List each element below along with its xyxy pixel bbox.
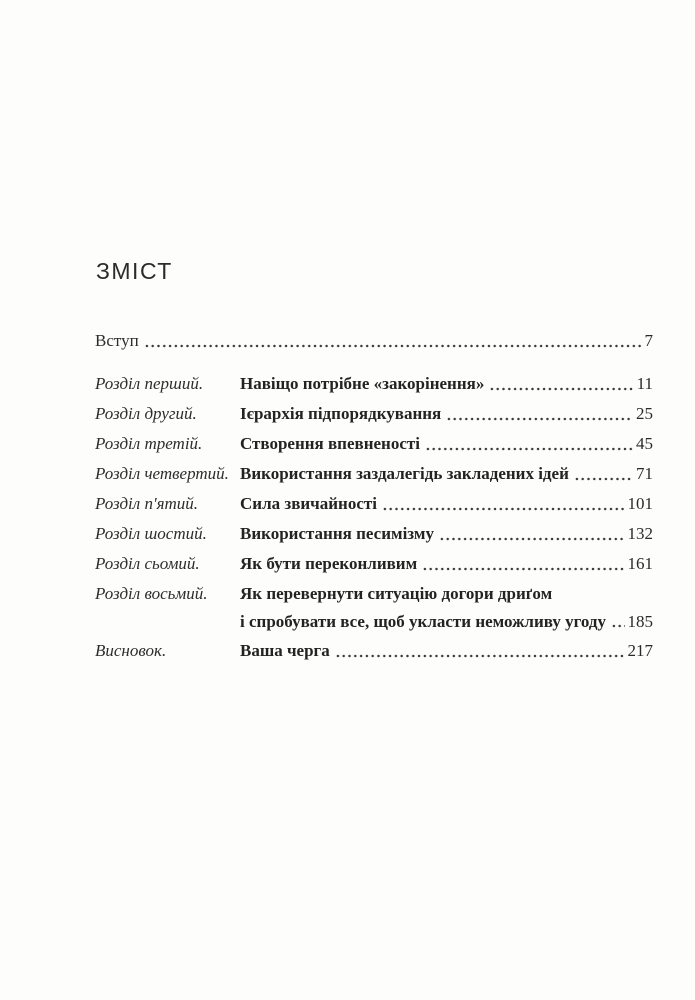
toc-entry-title: Ваша черга	[240, 641, 330, 660]
toc-entry-label: Висновок.	[95, 641, 167, 660]
toc-entry-title-line1: Як перевернути ситуацію догори дриґом	[240, 584, 553, 603]
toc-entry	[95, 429, 653, 459]
dot-leader	[382, 489, 625, 519]
toc-entry-page-number: 45	[636, 434, 653, 453]
toc-entry-title: Використання песимізму	[240, 524, 434, 543]
toc-entry-title: Сила звичайності	[240, 494, 377, 513]
toc-entry-title-block	[240, 580, 653, 636]
toc-entry	[95, 489, 653, 519]
toc-entry-page-number: 185	[627, 612, 653, 631]
toc-entry-title: Використання заздалегідь закладених ідей	[240, 464, 569, 483]
toc-entry-label: Розділ четвертий.	[95, 464, 229, 483]
dot-leader	[422, 549, 624, 579]
toc-entry-title-line2: і спробувати все, щоб укласти неможливу угоду	[240, 612, 607, 631]
toc-entry-label: Розділ шостий.	[95, 524, 207, 543]
toc-entry	[95, 519, 653, 549]
dot-leader	[611, 608, 624, 636]
toc-entry-title: Як бути переконливим	[240, 554, 418, 573]
toc-entry-page-number: 11	[636, 374, 653, 393]
toc-entry-page-number: 71	[636, 464, 653, 483]
toc-entry-label: Розділ сьомий.	[95, 554, 200, 573]
toc-entry	[95, 579, 653, 636]
toc-entry-page-number: 7	[644, 331, 653, 350]
toc-entry	[95, 549, 653, 579]
toc-entry-title: Вступ	[95, 331, 139, 350]
toc-entry-page-number: 161	[627, 554, 653, 573]
dot-leader	[489, 369, 633, 399]
toc-chapter-list	[95, 369, 653, 666]
toc-entry-title: Створення впевненості	[240, 434, 420, 453]
toc-entry-page-number: 101	[627, 494, 653, 513]
toc-entry-label: Розділ восьмий.	[95, 584, 208, 603]
toc-entry	[95, 459, 653, 489]
toc-entry	[95, 636, 653, 666]
toc-entry-page-number: 217	[627, 641, 653, 660]
toc-entry-label: Розділ перший.	[95, 374, 204, 393]
dot-leader	[439, 519, 625, 549]
toc-entry-label: Розділ другий.	[95, 404, 197, 423]
toc-entry-title: Ієрархія підпорядкування	[240, 404, 442, 423]
dot-leader	[335, 636, 625, 666]
toc-entry-intro	[95, 326, 653, 356]
page-title: ЗМІСТ	[96, 258, 173, 284]
toc-entry	[95, 399, 653, 429]
toc-entry-page-number: 132	[627, 524, 653, 543]
dot-leader	[425, 429, 633, 459]
dot-leader	[446, 399, 633, 429]
toc-entry	[95, 369, 653, 399]
toc-entry-page-number: 25	[636, 404, 653, 423]
toc-entry-title: Навіщо потрібне «закорінення»	[240, 374, 485, 393]
dot-leader	[144, 326, 642, 356]
toc-entry-label: Розділ п'ятий.	[95, 494, 199, 513]
table-of-contents	[95, 326, 653, 666]
dot-leader	[574, 459, 633, 489]
toc-entry-label: Розділ третій.	[95, 434, 203, 453]
